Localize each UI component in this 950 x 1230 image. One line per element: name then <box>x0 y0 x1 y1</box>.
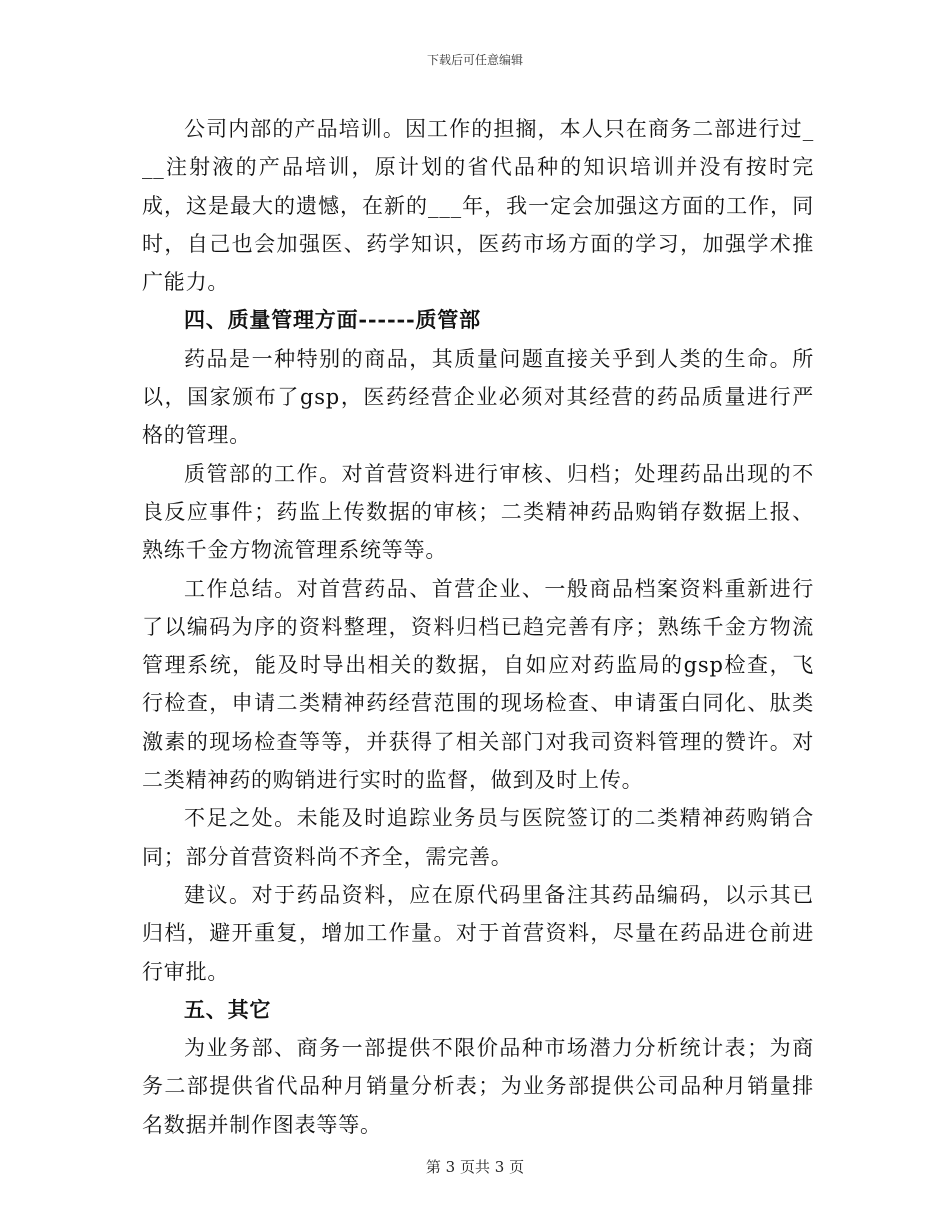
section-heading-other: 五、其它 <box>184 996 272 1022</box>
page-header: 下载后可任意编辑 <box>426 53 523 67</box>
section-heading-quality-management: 四、质量管理方面------质管部 <box>184 307 481 333</box>
document-body <box>142 110 814 1144</box>
paragraph-suggestions: 建议。对于药品资料，应在原代码里备注其药品编码，以示其已归档，避开重复，增加工作量。对于首营资料，尽量在药品进仓前进行审批。 <box>142 882 814 984</box>
paragraph-shortcomings: 不足之处。未能及时追踪业务员与医院签订的二类精神药购销合同；部分首营资料尚不齐全，需完善。 <box>142 806 814 869</box>
paragraph-product-training: 公司内部的产品培训。因工作的担搁，本人只在商务二部进行过___注射液的产品培训，原计划的省代品种的知识培训并没有按时完成，这是最大的遗憾，在新的___年，我一定会加强这方面的工作，同时，自己也会加强医、药学知识，医药市场方面的学习，加强学术推广能力。 <box>142 117 814 295</box>
paragraph-drug-quality: 药品是一种特别的商品，其质量问题直接关乎到人类的生命。所以，国家颁布了gsp，医药经营企业必须对其经营的药品质量进行严格的管理。 <box>142 346 814 448</box>
page-number-footer: 第 3 页共 3 页 <box>425 1158 525 1176</box>
paragraph-other-work: 为业务部、商务一部提供不限价品种市场潜力分析统计表；为商务二部提供省代品种月销量分析表；为业务部提供公司品种月销量排名数据并制作图表等等。 <box>142 1036 814 1137</box>
paragraph-qa-duties: 质管部的工作。对首营资料进行审核、归档；处理药品出现的不良反应事件；药监上传数据的审核；二类精神药品购销存数据上报、熟练千金方物流管理系统等等。 <box>142 461 814 563</box>
paragraph-work-summary: 工作总结。对首营药品、首营企业、一般商品档案资料重新进行了以编码为序的资料整理，资料归档已趋完善有序；熟练千金方物流管理系统，能及时导出相关的数据，自如应对药监局的gsp检查，飞行检查，申请二类精神药经营范围的现场检查、申请蛋白同化、肽类激素的现场检查等等，并获得了相关部门对我司资料管理的赞许。对二类精神药的购销进行实时的监督，做到及时上传。 <box>142 576 814 793</box>
